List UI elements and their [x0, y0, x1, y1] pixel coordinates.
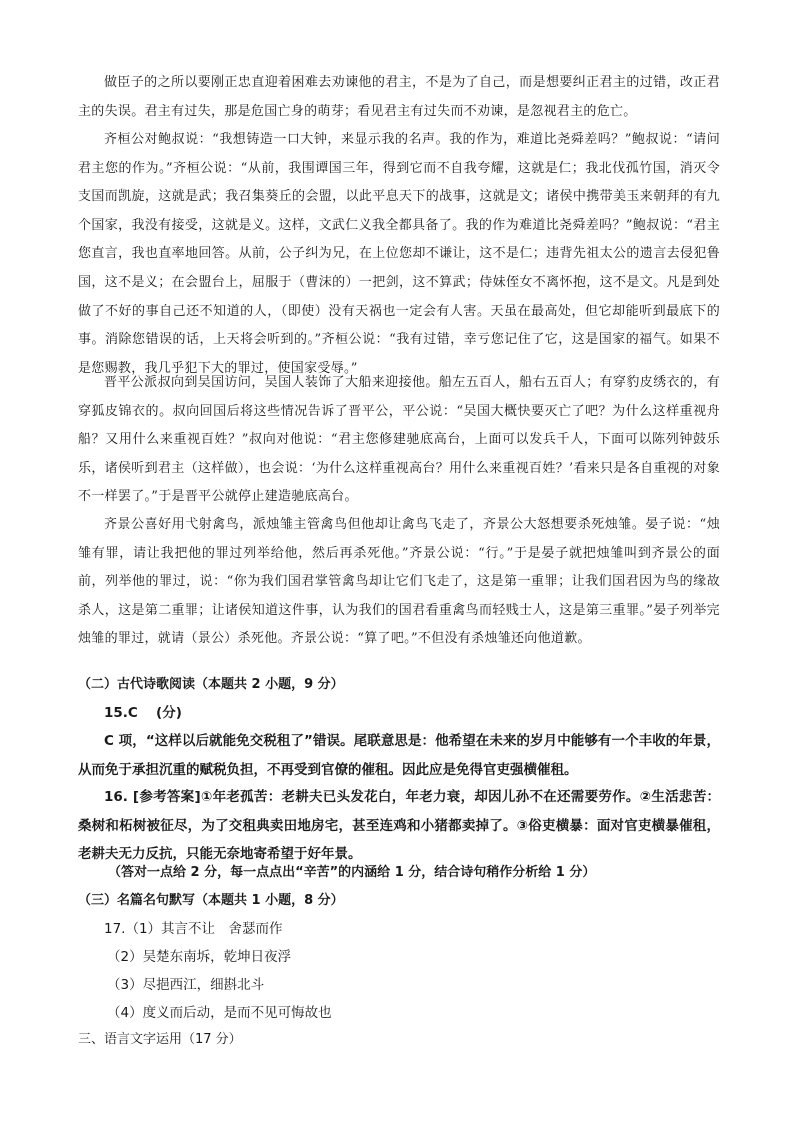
- q17-answer-line-4: （4）度义而后动，是而不见可悔故也: [107, 1005, 332, 1021]
- passage-paragraph-1: 做臣子的之所以要刚正忠直迎着困难去劝谏他的君主，不是为了自己，而是想要纠正君主的过错，改正君主的失误。君主有过失，那是危国亡身的萌芽；看见君主有过失而不劝谏，是忽视君主的危亡。: [78, 75, 720, 119]
- q16-answer: 16. [参考答案]①年老孤苦：老耕夫已头发花白，年老力衰，却因儿孙不在还需要劳作。②生活悲苦：桑树和柘树被征尽，为了交租典卖田地房宅，甚至连鸡和小猪都卖掉了。③俗吏横暴：面对官吏横暴催租，老耕夫无力反抗，只能无奈地寄希望于好年景。: [78, 789, 720, 863]
- passage-paragraph-4: 齐景公喜好用弋射禽鸟，派烛雏主管禽鸟但他却让禽鸟飞走了，齐景公大怒想要杀死烛雏。晏子说：“烛雏有罪，请让我把他的罪过列举给他，然后再杀死他。”齐景公说：“行。”于是晏子就把烛雏叫到齐景公的面前，列举他的罪过，说：“你为我们国君掌管禽鸟却让它们飞走了，这是第一重罪；让我们国君因为鸟的缘故杀人，这是第二重罪；让诸侯知道这件事，认为我们的国君看重禽鸟而轻贱士人，这是第三重罪。”晏子列举完烛雏的罪过，就请（景公）杀死他。齐景公说：“算了吧。”不但没有杀烛雏还向他道歉。: [78, 517, 720, 647]
- q17-answer-line-2: （2）吴楚东南坼，乾坤日夜浮: [107, 949, 292, 965]
- q15-answer: 15.C (分): [104, 705, 182, 721]
- section-heading-recitation: （三）名篇名句默写（本题共 1 小题，8 分）: [78, 893, 344, 908]
- section-heading-poetry: （二）古代诗歌阅读（本题共 2 小题，9 分）: [78, 677, 344, 692]
- passage-paragraph-2: 齐桓公对鲍叔说：“我想铸造一口大钟，来显示我的名声。我的作为，难道比尧舜差吗？”鲍叔说：“请问君主您的作为。”齐桓公说：“从前，我围谭国三年，得到它而不自我夸耀，这就是仁；我北伐孤竹国，消灭令支国而凯旋，这就是武；我召集葵丘的会盟，以此平息天下的战事，这就是文；诸侯中携带美玉来朝拜的有九个国家，我没有接受，这就是义。这样，文武仁义我全都具备了。我的作为难道比尧舜差吗？”鲍叔说：“君主您直言，我也直率地回答。从前，公子纠为兄，在上位您却不谦让，这不是仁；违背先祖太公的遗言去侵犯鲁国，这不是义；在会盟台上，屈服于（曹沫的）一把剑，这不算武；侍妹侄女不离怀抱，这不是文。凡是到处做了不好的事自己还不知道的人，（即使）没有天祸也一定会有人害。天虽在最高处，但它却能听到最底下的事。消除您错误的话，上天将会听到的。”齐桓公说：“我有过错，幸亏您记住了它，这是国家的福气。如果不是您赐教，我几乎犯下大的罪过，使国家受辱。”: [78, 132, 720, 376]
- q15-explanation: C 项，“这样以后就能免交税租了”错误。尾联意思是：他希望在未来的岁月中能够有一个丰收的年景，从而免于承担沉重的赋税负担，不再受到官僚的催租。因此应是免得官吏强横催租。: [78, 733, 720, 778]
- q16-scoring-note: （答对一点给 2 分，每一点点出“辛苦”的内涵给 1 分，结合诗句稍作分析给 1 分）: [108, 865, 596, 880]
- passage-paragraph-3: 晋平公派叔向到吴国访问，吴国人装饰了大船来迎接他。船左五百人，船右五百人；有穿豹皮绣衣的，有穿狐皮锦衣的。叔向回国后将这些情况告诉了晋平公，平公说：“吴国大概快要灭亡了吧？为什么这样重视舟船？又用什么来重视百姓？”叔向对他说：“君主您修建驰底高台，上面可以发兵千人，下面可以陈列钟鼓乐乐，诸侯听到君主（这样做），也会说：‘为什么这样重视高台？用什么来重视百姓？’看来只是各自重视的对象不一样罢了。”于是晋平公就停止建造驰底高台。: [78, 375, 720, 505]
- section-heading-language-use: 三、语言文字运用（17 分）: [78, 1032, 242, 1047]
- q17-answer-line-1: 17.（1）其言不让 舍瑟而作: [104, 921, 283, 937]
- q17-answer-line-3: （3）尽挹西江，细斟北斗: [107, 977, 265, 993]
